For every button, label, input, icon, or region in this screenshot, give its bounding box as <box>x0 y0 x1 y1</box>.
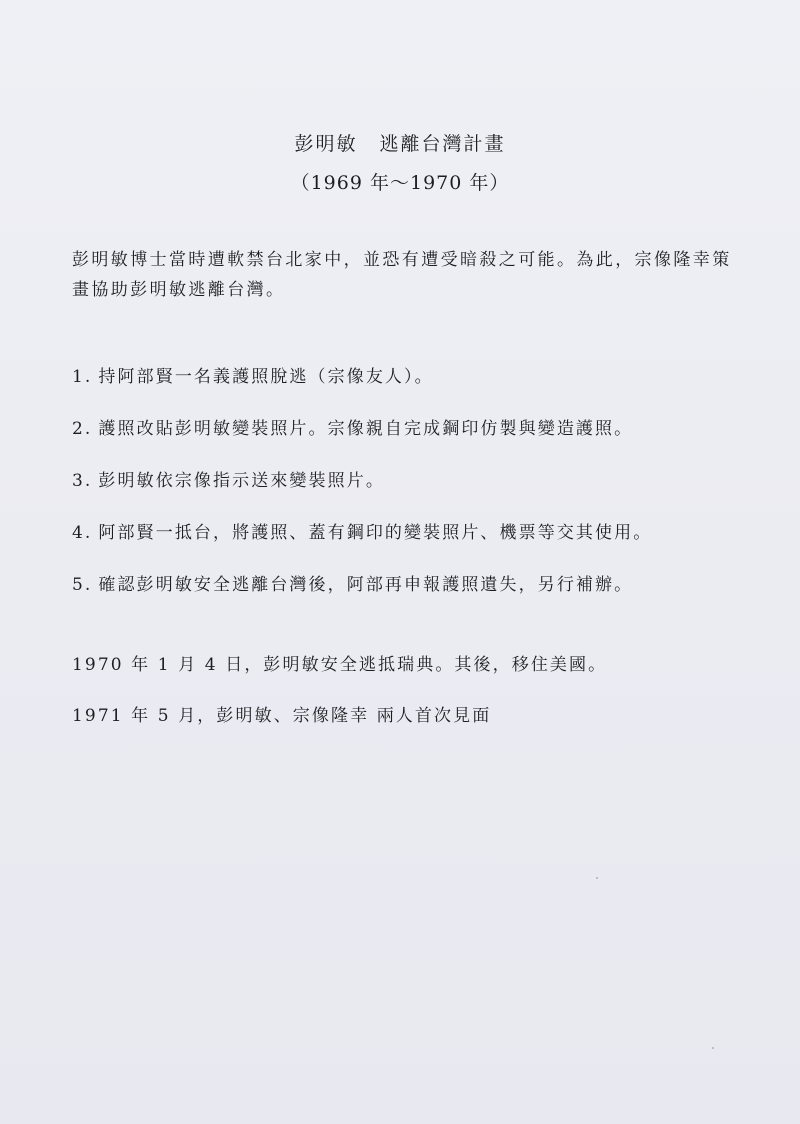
plan-step <box>72 416 752 442</box>
step-text: 持阿部賢一名義護照脫逃（宗像友人）。 <box>98 367 434 387</box>
step-number: 5. <box>72 575 93 595</box>
step-text: 彭明敏依宗像指示送來變裝照片。 <box>98 471 385 491</box>
scan-speck <box>712 1047 714 1049</box>
intro-paragraph: 彭明敏博士當時遭軟禁台北家中，並恐有遭受暗殺之可能。為此，宗像隆幸策畫協助彭明敏逃離台灣。 <box>72 250 732 300</box>
document-subtitle: （1969 年～1970 年） <box>290 172 510 194</box>
step-number: 4. <box>72 523 93 543</box>
title-plan: 逃離台灣計畫 <box>379 133 506 155</box>
step-number: 2. <box>72 419 93 439</box>
step-text: 阿部賢一抵台，將護照、蓋有鋼印的變裝照片、機票等交其使用。 <box>98 523 653 543</box>
plan-step <box>72 572 752 598</box>
plan-step <box>72 468 752 494</box>
scan-speck <box>596 877 598 879</box>
step-text: 護照改貼彭明敏變裝照片。宗像親自完成鋼印仿製與變造護照。 <box>98 419 634 439</box>
plan-steps-list <box>72 364 752 624</box>
step-number: 3. <box>72 471 93 491</box>
plan-step <box>72 520 752 546</box>
document-title <box>0 132 800 156</box>
step-number: 1. <box>72 367 93 387</box>
event-first-meeting: 1971 年 5 月，彭明敏、宗像隆幸 兩人首次見面 <box>72 706 492 726</box>
event-escape-to-sweden: 1970 年 1 月 4 日，彭明敏安全逃抵瑞典。其後，移住美國。 <box>72 655 608 675</box>
plan-step <box>72 364 752 390</box>
title-name: 彭明敏 <box>294 133 358 155</box>
step-text: 確認彭明敏安全逃離台灣後，阿部再申報護照遺失，另行補辦。 <box>98 575 634 595</box>
